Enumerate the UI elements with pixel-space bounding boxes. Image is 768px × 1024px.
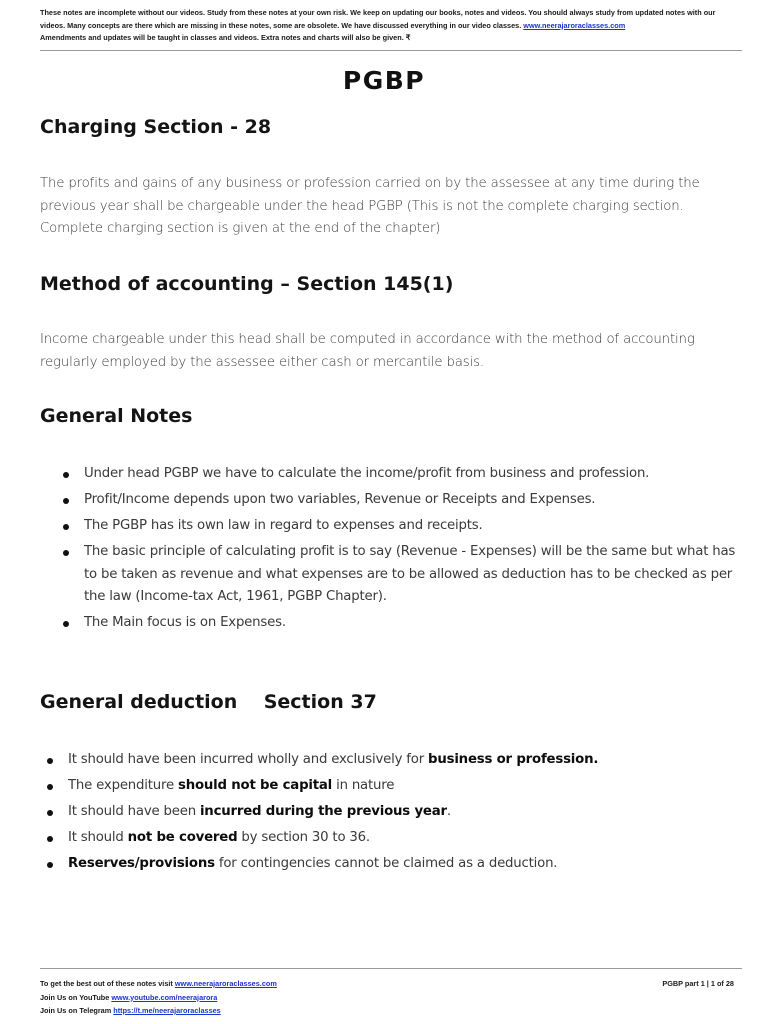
list-item-text: The Main focus is on Expenses. [84,615,286,630]
list-item-text: It should have been incurred wholly and exclusively for [68,752,429,767]
general-deduction-list [40,749,745,879]
bullet-dot-icon [63,621,69,627]
footer-website-link[interactable]: www.neerajaroraclasses.com [174,979,277,988]
list-item-text: The PGBP has its own law in regard to expenses and receipts. [84,518,483,533]
emphasis-text: incurred during the previous year [199,804,447,819]
general-deduction-heading: General deduction Section 37 [40,691,377,713]
list-item-text: The basic principle of calculating profit is to say (Revenue - Expenses) will be the same but what has to be taken as revenue and what expenses are to be allowed as deduction has to be checked as per the law (Income-tax Act, 1961, PGBP Chapter). [84,544,736,604]
list-item [40,489,745,512]
bullet-dot-icon [47,836,53,842]
list-item-text: in nature [332,778,395,793]
bullet-dot-icon [63,498,69,504]
emphasis-text: Reserves/provisions [68,856,215,871]
list-item [40,801,745,824]
charging-section-body: The profits and gains of any business or profession carried on by the assessee at any time during the previous year shall be chargeable under the head PGBP (This is not the complete charging section. Complete charging section is given at the end of the chapter) [40,176,700,236]
footer-divider [40,968,742,969]
list-item-text: Under head PGBP we have to calculate the income/profit from business and profession. [84,466,650,481]
emphasis-text: business or profession. [428,752,599,767]
list-item [40,853,745,876]
footer-links [40,977,277,1018]
footer-text: To get the best out of these notes visit [40,979,175,988]
document-title: PGBP [342,66,426,95]
bullet-dot-icon [47,810,53,816]
footer-youtube-link[interactable]: www.youtube.com/neerajarora [111,992,218,1002]
accounting-section-body: Income chargeable under this head shall be computed in accordance with the method of accounting regularly employed by the assessee either cash or mercantile basis. [40,332,695,370]
list-item [40,827,745,850]
footer-text: Join Us on YouTube [40,992,112,1002]
list-item-text: by section 30 to 36. [237,830,370,845]
disclaimer-website-link[interactable]: www.neerajaroraclasses.com [523,20,626,30]
bullet-dot-icon [47,758,53,764]
list-item-text: It should [68,830,128,845]
header-divider [40,50,742,51]
list-item-text: It should have been [68,804,200,819]
list-item-text: for contingencies cannot be claimed as a deduction. [214,856,558,871]
list-item [40,463,745,486]
footer-line-telegram [40,1004,277,1018]
list-item-text: The expenditure [68,778,178,793]
emphasis-text: should not be capital [177,778,333,793]
disclaimer-text: These notes are incomplete without our videos. Study from these notes at your own risk. We keep on updating our books, notes and videos. You should always study from updated notes with our videos. Many concepts are there which are missing in these notes, some are obsolete. We have discussed everything in our video classes. [40,8,716,30]
list-item [40,775,745,798]
header-disclaimer [40,7,740,45]
list-item [40,612,745,635]
general-notes-heading: General Notes [40,405,193,427]
footer-text: Join Us on Telegram [40,1006,114,1015]
footer-line-youtube [40,991,277,1005]
page-number: PGBP part 1 | 1 of 28 [662,979,734,988]
bullet-dot-icon [63,524,69,530]
list-item [40,541,745,609]
bullet-dot-icon [63,550,69,556]
disclaimer-text-2: Amendments and updates will be taught in classes and videos. Extra notes and charts will also be given. ₹ [40,33,411,42]
footer-telegram-link[interactable]: https://t.me/neerajaroraclasses [113,1006,221,1015]
general-notes-list [40,463,745,638]
charging-section-heading: Charging Section - 28 [40,116,272,138]
list-item-text: . [446,804,451,819]
footer-line-website [40,977,277,991]
list-item [40,515,745,538]
bullet-dot-icon [47,784,53,790]
bullet-dot-icon [47,862,53,868]
emphasis-text: not be covered [127,830,238,845]
list-item-text: Profit/Income depends upon two variables, Revenue or Receipts and Expenses. [84,492,596,507]
list-item [40,749,745,772]
accounting-section-heading: Method of accounting – Section 145(1) [40,273,454,295]
bullet-dot-icon [63,472,69,478]
